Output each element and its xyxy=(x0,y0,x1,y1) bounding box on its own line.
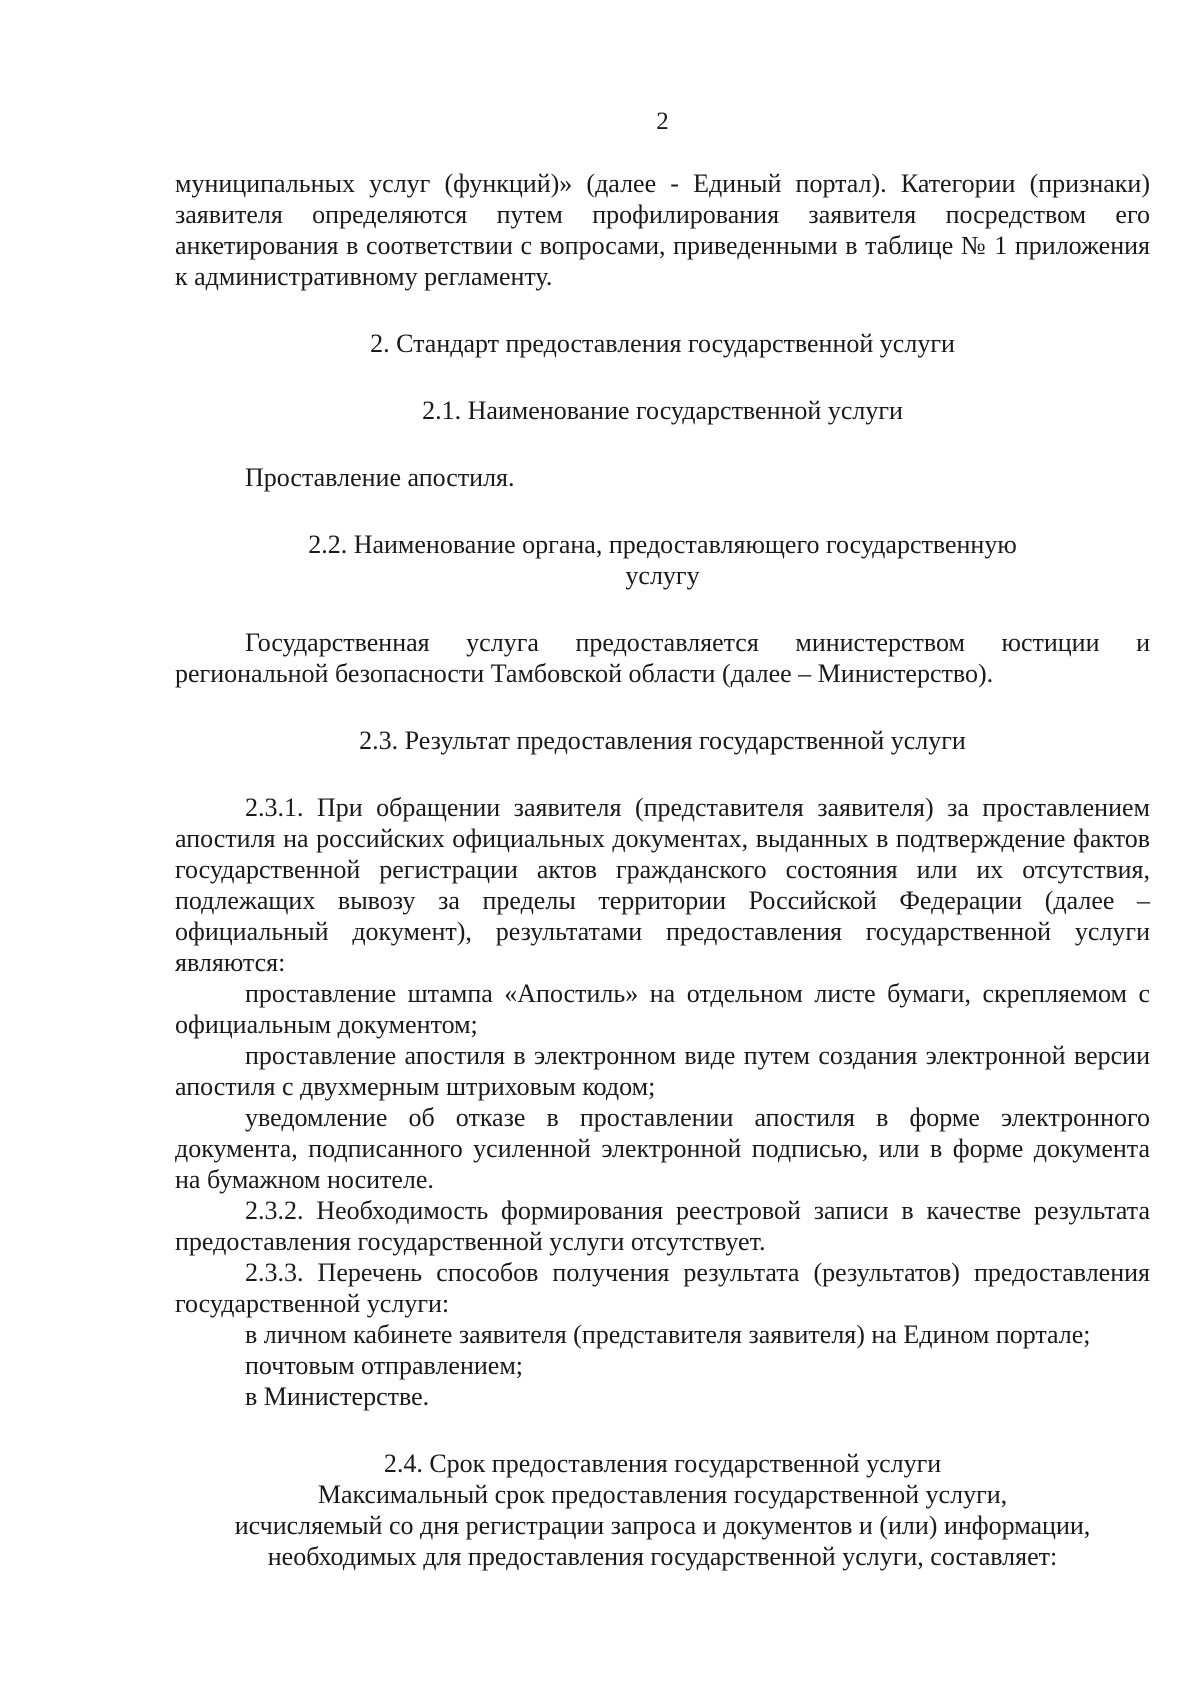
section-2-4-line1: Максимальный срок предоставления государственной услуги, xyxy=(317,1480,1008,1509)
receipt-way-1: в личном кабинете заявителя (представителя заявителя) на Едином портале; xyxy=(245,1320,1091,1349)
section-2-2-title-line2: услугу xyxy=(625,561,700,590)
receipt-way-2: почтовым отправлением; xyxy=(245,1351,524,1380)
result-item-1: проставление штампа «Апостиль» на отдельном листе бумаги, скрепляемом с официальным документом; xyxy=(175,979,1150,1039)
paragraph-2-3-2: 2.3.2. Необходимость формирования реестровой записи в качестве результата предоставления государственной услуги отсутствует. xyxy=(175,1196,1150,1256)
intro-paragraph: муниципальных услуг (функций)» (далее - Единый портал). Категории (признаки) заявителя определяются путем профилирования заявителя посредством его анкетирования в соответствии с вопросами, приведенными в таблице № 1 приложения к административному регламенту. xyxy=(175,169,1150,291)
section-2-4-line3: необходимых для предоставления государственной услуги, составляет: xyxy=(267,1542,1058,1571)
section-2-2-title-line1: 2.2. Наименование органа, предоставляющего государственную xyxy=(308,530,1017,559)
paragraph-2-3-3: 2.3.3. Перечень способов получения результата (результатов) предоставления государственной услуги: xyxy=(175,1258,1150,1318)
section-2-2-text: Государственная услуга предоставляется министерством юстиции и региональной безопасности Тамбовской области (далее – Министерство). xyxy=(175,628,1150,688)
document-body xyxy=(175,168,1150,1572)
section-2-4-title: 2.4. Срок предоставления государственной услуги xyxy=(383,1449,942,1478)
page-number: 2 xyxy=(656,108,669,135)
section-2-title: 2. Стандарт предоставления государственной услуги xyxy=(370,329,955,358)
section-2-1-text: Проставление апостиля. xyxy=(245,463,515,492)
receipt-way-3: в Министерстве. xyxy=(245,1382,430,1411)
section-2-3-title: 2.3. Результат предоставления государственной услуги xyxy=(359,726,966,755)
result-item-2: проставление апостиля в электронном виде путем создания электронной версии апостиля с двухмерным штриховым кодом; xyxy=(175,1041,1150,1101)
paragraph-2-3-1: 2.3.1. При обращении заявителя (представителя заявителя) за проставлением апостиля на российских официальных документах, выданных в подтверждение фактов государственной регистрации актов гражданского состояния или их отсутствия, подлежащих вывозу за пределы территории Российской Федерации (далее – официальный документ), результатами предоставления государственной услуги являются: xyxy=(175,793,1150,977)
section-2-4-line2: исчисляемый со дня регистрации запроса и документов и (или) информации, xyxy=(234,1511,1091,1540)
result-item-3: уведомление об отказе в проставлении апостиля в форме электронного документа, подписанного усиленной электронной подписью, или в форме документа на бумажном носителе. xyxy=(175,1103,1150,1194)
section-2-1-title: 2.1. Наименование государственной услуги xyxy=(422,396,903,425)
